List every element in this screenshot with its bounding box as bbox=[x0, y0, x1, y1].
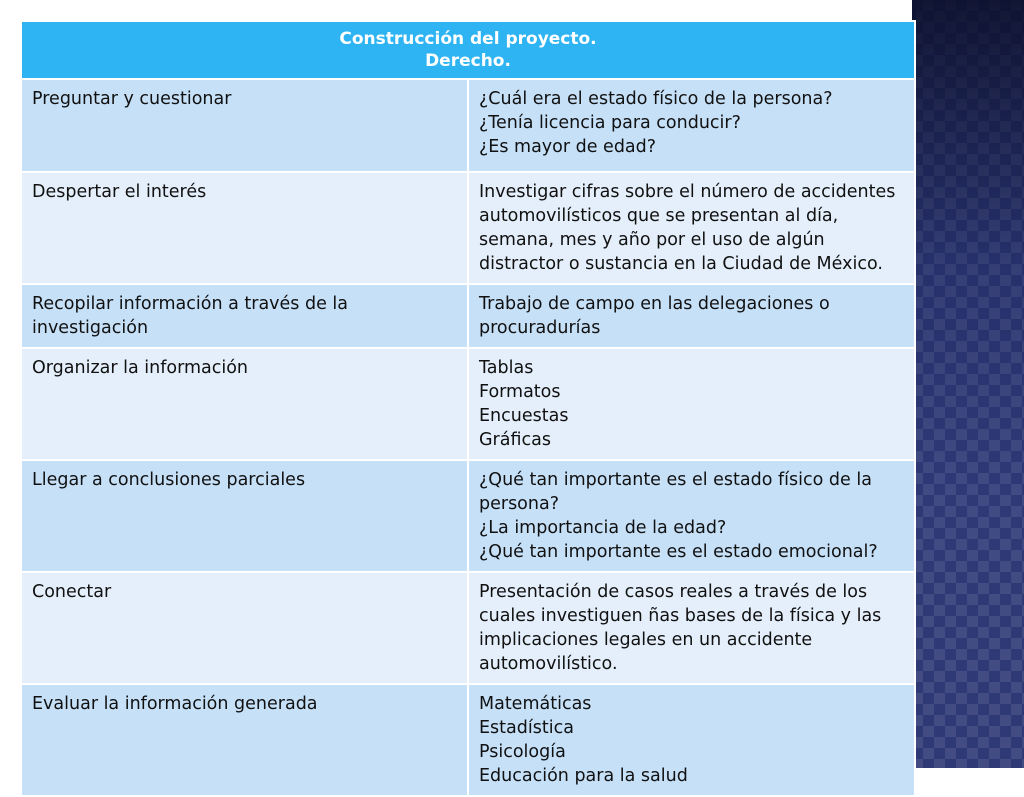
details-line: Estadística bbox=[479, 718, 574, 738]
details-line: Encuestas bbox=[479, 406, 569, 426]
stage-cell: Llegar a conclusiones parciales bbox=[21, 460, 468, 572]
details-line: ¿Qué tan importante es el estado emocional? bbox=[479, 542, 878, 562]
stage-cell: Organizar la información bbox=[21, 348, 468, 460]
table-row bbox=[21, 460, 915, 572]
details-cell bbox=[468, 348, 915, 460]
table-row bbox=[21, 348, 915, 460]
stage-cell: Despertar el interés bbox=[21, 172, 468, 284]
details-line: Educación para la salud bbox=[479, 766, 688, 786]
table-header bbox=[21, 21, 915, 79]
stage-cell: Preguntar y cuestionar bbox=[21, 79, 468, 172]
details-line: Trabajo de campo en las delegaciones o procuradurías bbox=[479, 294, 830, 338]
stage-cell: Recopilar información a través de la investigación bbox=[21, 284, 468, 348]
stage-cell: Conectar bbox=[21, 572, 468, 684]
details-line: ¿Tenía licencia para conducir? bbox=[479, 113, 741, 133]
details-line: ¿Qué tan importante es el estado físico de la persona? bbox=[479, 470, 872, 514]
details-line: ¿La importancia de la edad? bbox=[479, 518, 727, 538]
details-line: Tablas bbox=[479, 358, 534, 378]
project-table bbox=[20, 20, 916, 797]
details-cell bbox=[468, 79, 915, 172]
stage-cell: Evaluar la información generada bbox=[21, 684, 468, 796]
details-line: Matemáticas bbox=[479, 694, 592, 714]
header-subtitle: Derecho. bbox=[425, 51, 511, 71]
details-line: ¿Es mayor de edad? bbox=[479, 137, 657, 157]
table-row bbox=[21, 79, 915, 172]
details-cell bbox=[468, 172, 915, 284]
details-line: Gráficas bbox=[479, 430, 551, 450]
table-row bbox=[21, 284, 915, 348]
decorative-side-strip bbox=[912, 0, 1024, 768]
table-row bbox=[21, 572, 915, 684]
details-cell bbox=[468, 284, 915, 348]
table-header-row bbox=[21, 21, 915, 79]
details-line: Formatos bbox=[479, 382, 561, 402]
details-cell bbox=[468, 684, 915, 796]
details-cell bbox=[468, 572, 915, 684]
details-line: Presentación de casos reales a través de los cuales investiguen ñas bases de la física y las implicaciones legales en un accidente automovilístico. bbox=[479, 582, 882, 674]
table-row bbox=[21, 172, 915, 284]
header-title: Construcción del proyecto. bbox=[339, 29, 597, 49]
details-cell bbox=[468, 460, 915, 572]
details-line: ¿Cuál era el estado físico de la persona? bbox=[479, 89, 833, 109]
table-row bbox=[21, 684, 915, 796]
details-line: Psicología bbox=[479, 742, 566, 762]
details-line: Investigar cifras sobre el número de accidentes automovilísticos que se presentan al día, semana, mes y año por el uso de algún distractor o sustancia en la Ciudad de México. bbox=[479, 182, 896, 274]
